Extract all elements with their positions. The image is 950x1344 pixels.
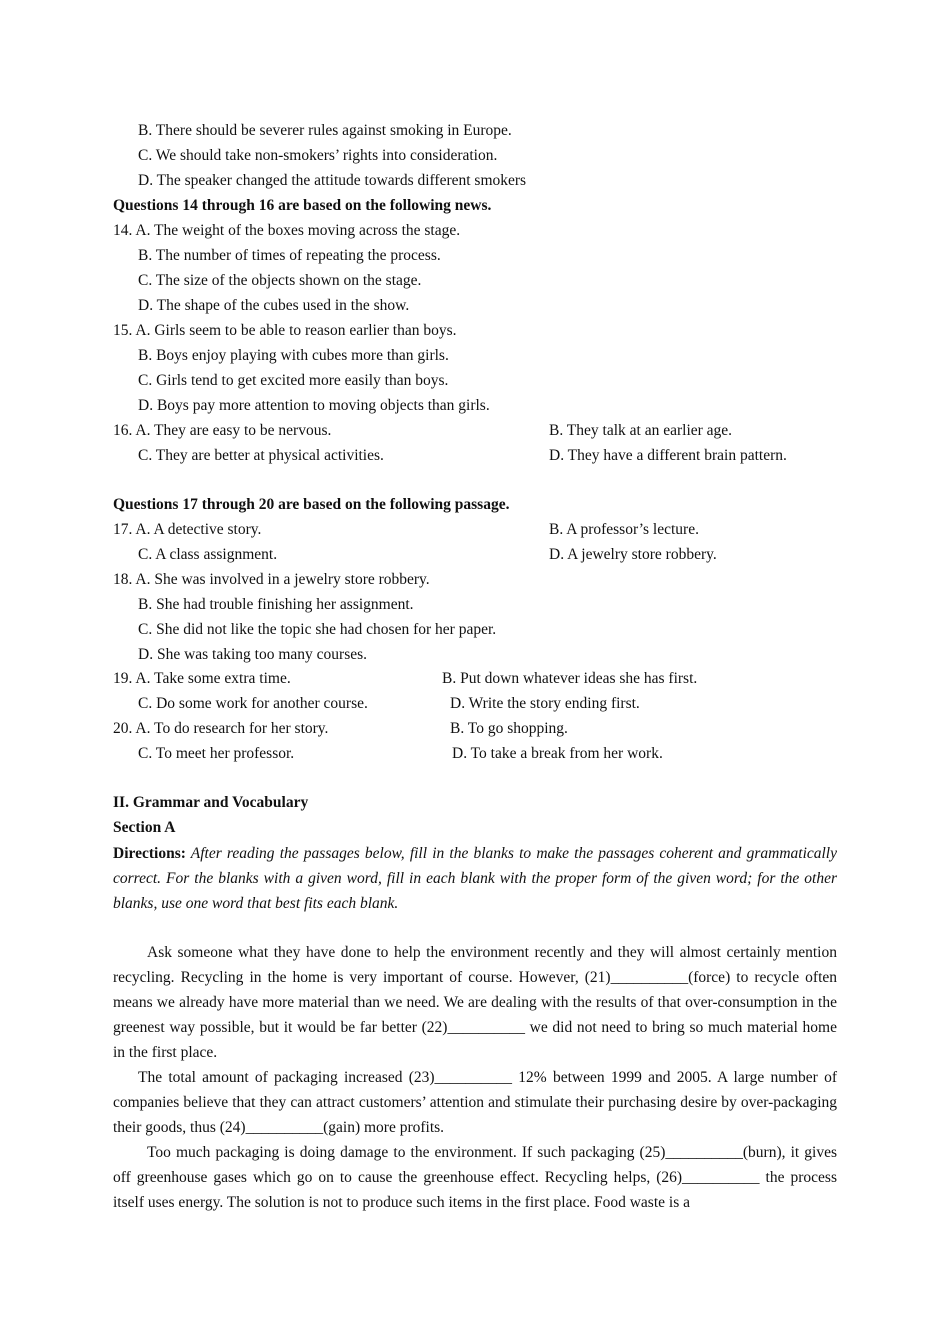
q14-option-a: 14. A. The weight of the boxes moving across the stage. bbox=[113, 222, 461, 239]
q19-option-a: 19. A. Take some extra time. bbox=[113, 670, 291, 687]
q16-option-a: 16. A. They are easy to be nervous. bbox=[113, 422, 332, 439]
q18-option-b: B. She had trouble finishing her assignment. bbox=[138, 596, 414, 613]
q14-option-b: B. The number of times of repeating the process. bbox=[138, 247, 441, 264]
directions-paragraph bbox=[113, 841, 837, 916]
q14-option-c: C. The size of the objects shown on the stage. bbox=[138, 272, 422, 289]
q17-option-b: B. A professor’s lecture. bbox=[549, 521, 699, 538]
q20-option-a: 20. A. To do research for her story. bbox=[113, 720, 329, 737]
q17-option-c: C. A class assignment. bbox=[138, 546, 278, 563]
q20-option-c: C. To meet her professor. bbox=[138, 745, 295, 762]
directions-text: After reading the passages below, fill in the blanks to make the passages coherent and grammatically correct. For the blanks with a given word, fill in each blank with the proper form of the given word; for the other blanks, use one word that best fits each blank. bbox=[113, 845, 837, 912]
q19-option-b: B. Put down whatever ideas she has first. bbox=[442, 670, 698, 687]
q18-option-a: 18. A. She was involved in a jewelry store robbery. bbox=[113, 571, 430, 588]
q15-option-a: 15. A. Girls seem to be able to reason earlier than boys. bbox=[113, 322, 457, 339]
q20-option-d: D. To take a break from her work. bbox=[452, 745, 663, 762]
passage-paragraph-1: Ask someone what they have done to help the environment recently and they will almost certainly mention recycling. Recycling in the home is very important of course. However, (21)__________(force) to recycle often means we already have more material than we need. We are dealing with the results of that over-consumption in the greenest way possible, but it would be far better (22)__________ we did not need to bring so much material home in the first place. bbox=[113, 944, 837, 1061]
q14-option-d: D. The shape of the cubes used in the show. bbox=[138, 297, 410, 314]
passage-body bbox=[113, 940, 837, 1215]
q16-option-c: C. They are better at physical activities. bbox=[138, 447, 384, 464]
q19-option-d: D. Write the story ending first. bbox=[450, 695, 640, 712]
q13-option-d: D. The speaker changed the attitude towards different smokers bbox=[138, 172, 527, 189]
directions-label: Directions: bbox=[113, 845, 186, 862]
news-section-heading: Questions 14 through 16 are based on the following news. bbox=[113, 197, 492, 214]
q17-option-d: D. A jewelry store robbery. bbox=[549, 546, 717, 563]
q13-option-c: C. We should take non-smokers’ rights into consideration. bbox=[138, 147, 498, 164]
q17-option-a: 17. A. A detective story. bbox=[113, 521, 262, 538]
grammar-section-heading: II. Grammar and Vocabulary bbox=[113, 794, 309, 811]
section-a-heading: Section A bbox=[113, 819, 176, 836]
passage-section-heading: Questions 17 through 20 are based on the following passage. bbox=[113, 496, 510, 513]
q15-option-b: B. Boys enjoy playing with cubes more than girls. bbox=[138, 347, 449, 364]
passage-paragraph-3: Too much packaging is doing damage to the environment. If such packaging (25)__________(burn), it gives off greenhouse gases which go on to cause the greenhouse effect. Recycling helps, (26)__________ the process itself uses energy. The solution is not to produce such items in the first place. Food waste is a bbox=[113, 1144, 837, 1211]
q18-option-d: D. She was taking too many courses. bbox=[138, 646, 368, 663]
q16-option-d: D. They have a different brain pattern. bbox=[549, 447, 787, 464]
q15-option-c: C. Girls tend to get excited more easily than boys. bbox=[138, 372, 449, 389]
q18-option-c: C. She did not like the topic she had chosen for her paper. bbox=[138, 621, 497, 638]
passage-paragraph-2: The total amount of packaging increased (23)__________ 12% between 1999 and 2005. A large number of companies believe that they can attract customers’ attention and stimulate their purchasing desire by over-packaging their goods, thus (24)__________(gain) more profits. bbox=[113, 1069, 837, 1136]
q13-option-b: B. There should be severer rules against smoking in Europe. bbox=[138, 122, 512, 139]
q19-option-c: C. Do some work for another course. bbox=[138, 695, 368, 712]
q15-option-d: D. Boys pay more attention to moving objects than girls. bbox=[138, 397, 490, 414]
q20-option-b: B. To go shopping. bbox=[450, 720, 568, 737]
q16-option-b: B. They talk at an earlier age. bbox=[549, 422, 733, 439]
